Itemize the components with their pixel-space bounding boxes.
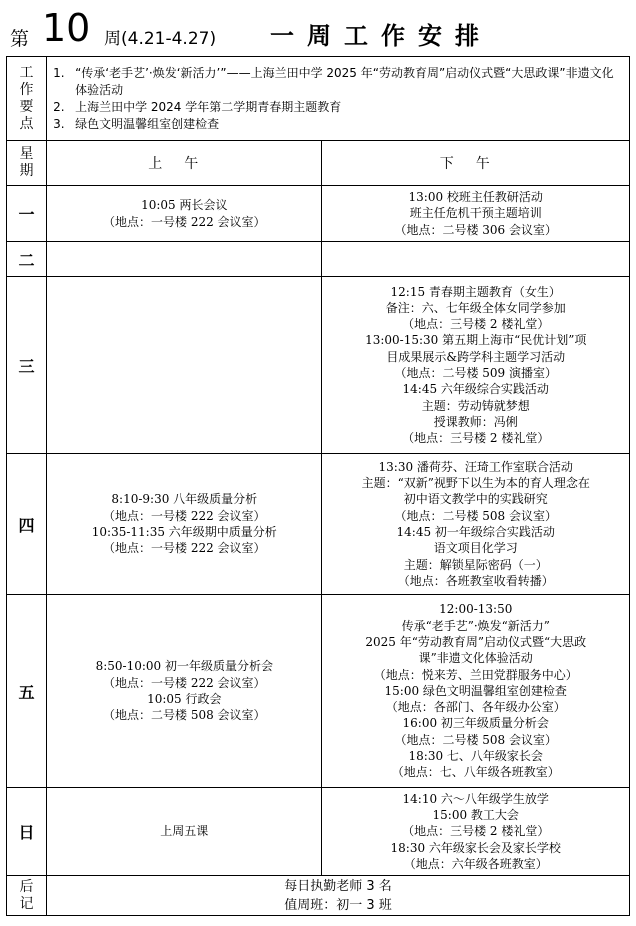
schedule-line: 语文项目化学习 <box>433 541 518 556</box>
schedule-line: 10:05 行政会 <box>147 692 222 706</box>
schedule-line: （地点：一号楼 222 会议室） <box>103 675 266 690</box>
day-row-thursday <box>7 454 630 595</box>
schedule-line: 13:00 校班主任教研活动 <box>408 190 543 205</box>
afternoon-cell <box>322 454 630 595</box>
day-row-monday <box>7 186 630 242</box>
afternoon-cell <box>322 788 630 876</box>
day-label-char: 期 <box>19 163 34 179</box>
day-row-sunday <box>7 788 630 876</box>
day-column-label <box>7 141 47 186</box>
focus-row <box>7 57 630 141</box>
focus-item-number: 1. <box>53 65 65 80</box>
morning-cell <box>47 242 322 277</box>
footer-label <box>7 876 47 916</box>
focus-points <box>47 57 630 141</box>
schedule-line: 12:00-13:50 <box>439 602 513 617</box>
schedule-line: 目成果展示&跨学科主题学习活动 <box>386 349 566 364</box>
focus-label-char: 作 <box>19 81 34 98</box>
schedule-line: 13:30 潘荷芬、汪琦工作室联合活动 <box>378 459 573 474</box>
morning-cell <box>47 595 322 788</box>
schedule-line: 主题：解锁星际密码（一） <box>403 557 548 572</box>
schedule-line: 主题：“双新”视野下以生为本的育人理念在 <box>361 476 590 491</box>
day-label: 三 <box>7 277 47 454</box>
focus-label-char: 点 <box>19 115 34 132</box>
focus-item-number: 3. <box>53 116 65 131</box>
schedule-line: （地点：七、八年级各班教室） <box>391 765 560 780</box>
schedule-line: 13:00-15:30 第五期上海市“民优计划”项 <box>365 333 587 348</box>
schedule-line: （地点：各班教室收看转播） <box>397 573 554 588</box>
schedule-line: 初中语文教学中的实践研究 <box>403 492 548 507</box>
morning-column-header: 上午 <box>47 141 322 186</box>
focus-label-char: 工 <box>19 64 34 81</box>
day-row-friday <box>7 595 630 788</box>
schedule-line: 16:00 初三年级质量分析会 <box>402 716 549 731</box>
week-date-range: 周(4.21-4.27) <box>104 29 217 49</box>
schedule-line: 18:30 六年级家长会及家长学校 <box>390 840 561 855</box>
schedule-line: 8:50-10:00 初一年级质量分析会 <box>95 659 273 674</box>
focus-item-text: 绿色文明温馨组室创建检查 <box>75 116 220 131</box>
schedule-line: （地点：各部门、各年级办公室） <box>385 700 566 715</box>
footer-label-char: 记 <box>19 895 34 912</box>
focus-item-number: 2. <box>53 99 65 114</box>
focus-item <box>53 99 623 116</box>
schedule-line: 14:45 六年级综合实践活动 <box>402 382 549 397</box>
schedule-line: 传承“老手艺”·焕发“新活力” <box>401 618 550 633</box>
schedule-line: 14:10 六～八年级学生放学 <box>402 791 549 806</box>
schedule-line: （地点：二号楼 508 会议室） <box>103 708 266 723</box>
footer-label-char: 后 <box>19 878 34 895</box>
schedule-line: 授课教师：冯俐 <box>433 414 518 429</box>
footer-line: 每日执勤老师 3 名 <box>284 878 392 894</box>
day-label-char: 星 <box>19 146 34 162</box>
morning-cell <box>47 454 322 595</box>
schedule-line: 10:35-11:35 六年级期中质量分析 <box>91 525 277 539</box>
day-row-tuesday <box>7 242 630 277</box>
schedule-line: （地点：一号楼 222 会议室） <box>103 214 266 229</box>
schedule-line: 主题：劳动铸就梦想 <box>421 398 530 413</box>
week-number: 10 <box>42 6 91 50</box>
focus-label-char: 要 <box>19 98 34 115</box>
day-label: 四 <box>7 454 47 595</box>
morning-cell <box>47 186 322 242</box>
focus-item-text: “传承‘老手艺’·焕发‘新活力’”——上海兰田中学 2025 年“劳动教育周”启动仪式暨“大思政课”非遗文化体验活动 <box>75 65 614 97</box>
schedule-line: 15:00 教工大会 <box>432 808 519 823</box>
focus-item <box>53 65 623 99</box>
focus-label <box>7 57 47 141</box>
schedule-line: （地点：二号楼 508 会议室） <box>394 508 558 523</box>
schedule-line: （地点：一号楼 222 会议室） <box>103 508 266 523</box>
afternoon-cell <box>322 595 630 788</box>
schedule-line: 备注：六、七年级全体女同学参加 <box>385 300 566 315</box>
schedule-line: 15:00 绿色文明温馨组室创建检查 <box>384 683 567 698</box>
afternoon-cell <box>322 242 630 277</box>
schedule-line: 14:45 初一年级综合实践活动 <box>396 525 555 539</box>
day-label: 日 <box>7 788 47 876</box>
focus-item <box>53 116 623 133</box>
column-header-row <box>7 141 630 186</box>
footer-line: 值周班：初一 3 班 <box>284 897 392 913</box>
focus-item-text: 上海兰田中学 2024 学年第二学期青春期主题教育 <box>75 99 342 114</box>
schedule-line: 18:30 七、八年级家长会 <box>408 749 543 764</box>
day-label: 一 <box>7 186 47 242</box>
schedule-line: （地点：二号楼 306 会议室） <box>394 222 558 237</box>
morning-cell <box>47 788 322 876</box>
schedule-line: （地点：六年级各班教室） <box>403 856 548 871</box>
schedule-sheet <box>6 6 630 916</box>
schedule-line: 12:15 青春期主题教育（女生） <box>390 284 561 299</box>
afternoon-cell <box>322 277 630 454</box>
footer-row <box>7 876 630 916</box>
page-title: 一周工作安排 <box>270 22 492 50</box>
schedule-line: （地点：三号楼 2 楼礼堂） <box>402 431 550 446</box>
schedule-line: （地点：二号楼 508 会议室） <box>394 732 558 747</box>
day-label: 二 <box>7 242 47 277</box>
schedule-line: （地点：一号楼 222 会议室） <box>103 541 266 556</box>
schedule-header <box>6 6 630 56</box>
schedule-line: 8:10-9:30 八年级质量分析 <box>111 492 258 507</box>
schedule-line: 上周五课 <box>160 824 209 839</box>
schedule-line: 班主任危机干预主题培训 <box>409 206 542 221</box>
schedule-line: （地点：三号楼 2 楼礼堂） <box>402 317 550 332</box>
schedule-line: 2025 年“劳动教育周”启动仪式暨“大思政 <box>365 634 587 649</box>
week-prefix: 第 <box>10 28 30 50</box>
schedule-line: 10:05 两长会议 <box>141 198 228 213</box>
day-label: 五 <box>7 595 47 788</box>
morning-cell <box>47 277 322 454</box>
schedule-line: （地点：悦来芳、兰田党群服务中心） <box>373 667 578 682</box>
afternoon-cell <box>322 186 630 242</box>
day-row-wednesday <box>7 277 630 454</box>
schedule-line: 课”非遗文化体验活动 <box>418 651 533 666</box>
schedule-line: （地点：二号楼 509 演播室） <box>394 366 558 380</box>
schedule-line: （地点：三号楼 2 楼礼堂） <box>402 824 550 839</box>
afternoon-column-header: 下午 <box>322 141 630 186</box>
footer-notes <box>47 876 630 916</box>
schedule-table <box>6 56 630 916</box>
